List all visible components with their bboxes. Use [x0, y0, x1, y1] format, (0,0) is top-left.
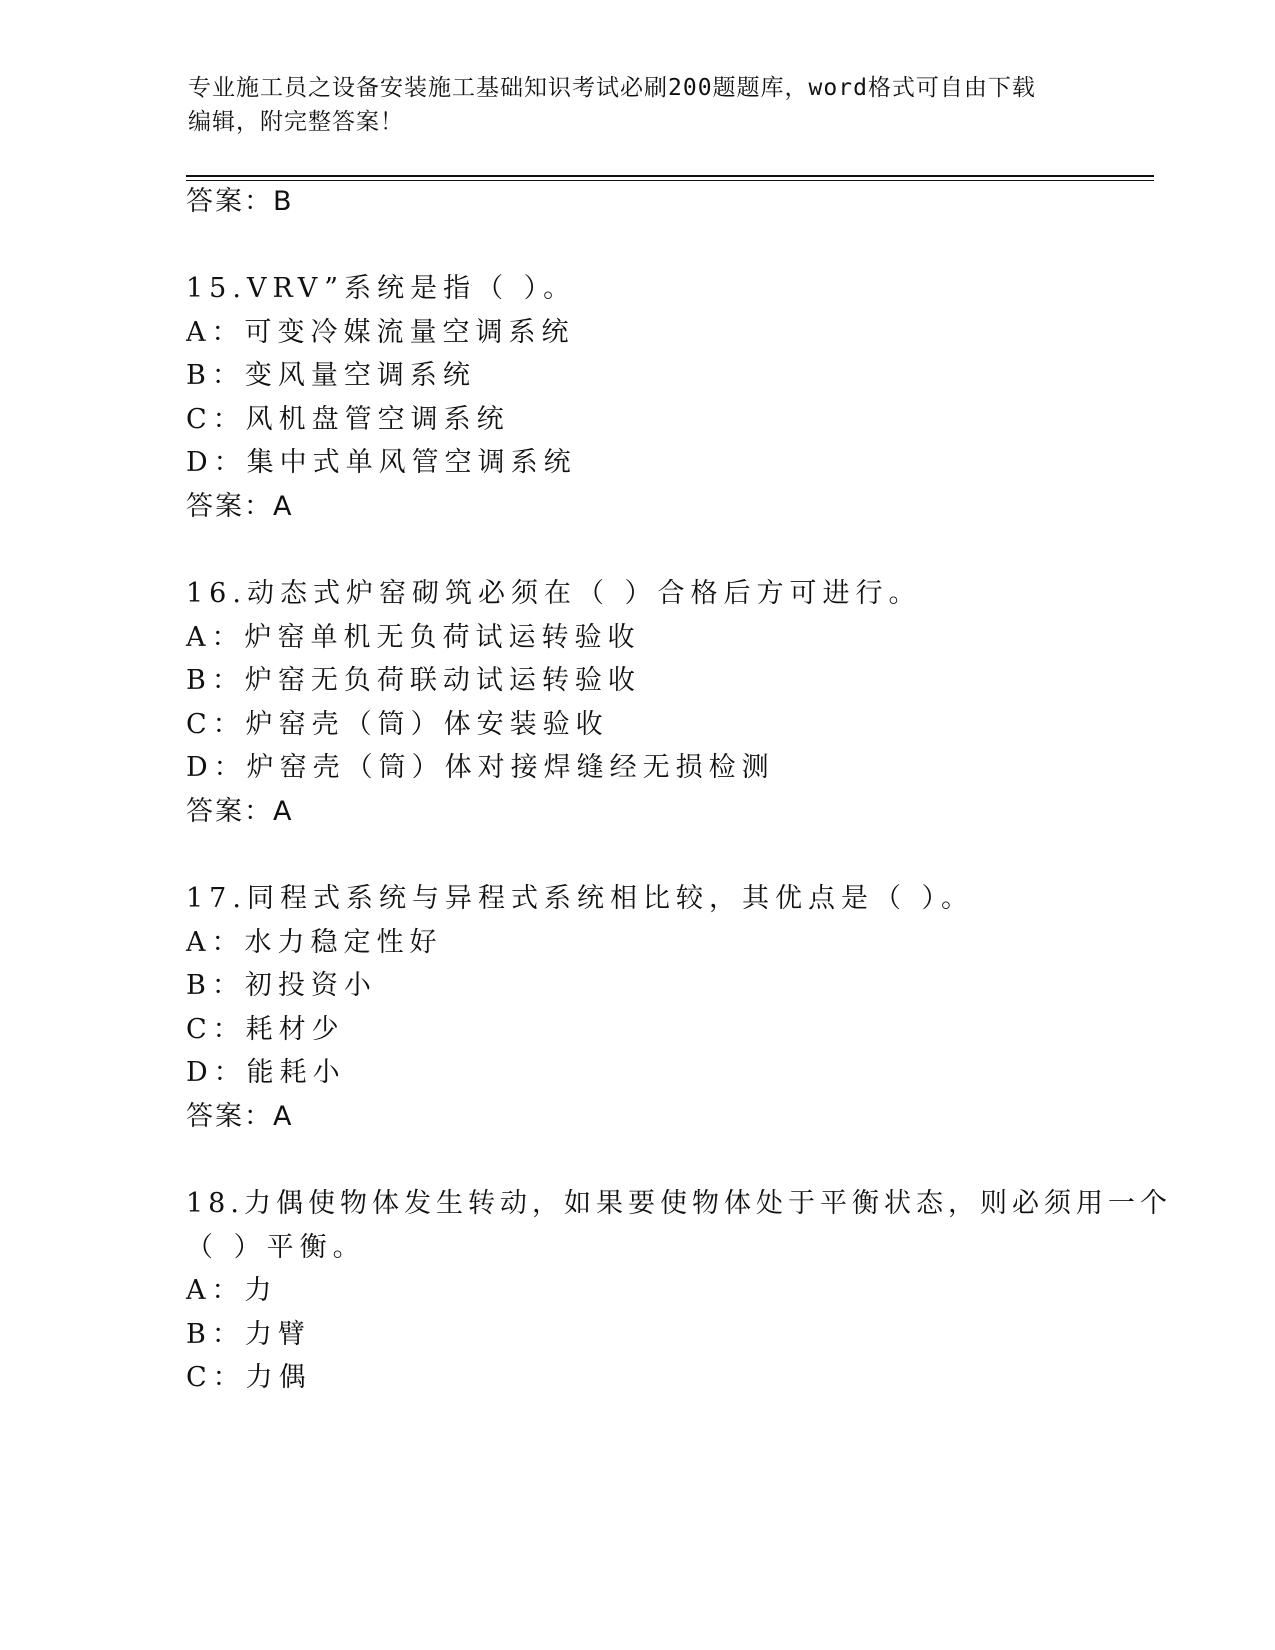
question-17-option-d: D：能耗小 — [186, 1057, 346, 1088]
question-16-option-a: A：炉窑单机无负荷试运转验收 — [186, 622, 641, 653]
question-17-option-a: A：水力稳定性好 — [186, 927, 443, 958]
question-17-option-b: B：初投资小 — [186, 970, 377, 1001]
question-18-option-c: C：力偶 — [186, 1362, 312, 1393]
question-16-option-c: C：炉窑壳（筒）体安装验收 — [186, 709, 609, 740]
previous-answer: 答案：B — [186, 186, 294, 217]
question-17-stem: 17.同程式系统与异程式系统相比较，其优点是（ ）。 — [186, 883, 975, 914]
header-line-2: 编辑，附完整答案！ — [188, 109, 404, 135]
question-15-option-c: C：风机盘管空调系统 — [186, 404, 510, 435]
question-16-answer: 答案：A — [186, 796, 294, 827]
question-17-answer: 答案：A — [186, 1101, 294, 1132]
question-18-option-a: A：力 — [186, 1275, 278, 1306]
question-16-option-b: B：炉窑无负荷联动试运转验收 — [186, 665, 641, 696]
question-18-option-b: B：力臂 — [186, 1319, 311, 1350]
question-16-option-d: D：炉窑壳（筒）体对接焊缝经无损检测 — [186, 752, 775, 783]
question-16-stem: 16.动态式炉窑砌筑必须在（ ）合格后方可进行。 — [186, 578, 922, 609]
question-15-option-d: D：集中式单风管空调系统 — [186, 447, 577, 478]
header-divider-thick — [186, 175, 1154, 177]
question-15-answer: 答案：A — [186, 491, 294, 522]
document-header — [188, 71, 1068, 139]
question-15-stem: 15.VRV”系统是指（ ）。 — [186, 273, 577, 304]
question-15-option-b: B：变风量空调系统 — [186, 360, 476, 391]
header-divider-thin — [186, 180, 1154, 181]
header-line-1: 专业施工员之设备安装施工基础知识考试必刷200题题库，word格式可自由下载 — [188, 75, 1036, 101]
question-17-option-c: C：耗材少 — [186, 1014, 345, 1045]
question-18-stem-line-1: 18.力偶使物体发生转动，如果要使物体处于平衡状态，则必须用一个 — [186, 1188, 1172, 1219]
question-18-stem-line-2: （ ）平衡。 — [186, 1232, 366, 1263]
question-15-option-a: A：可变冷媒流量空调系统 — [186, 317, 575, 348]
